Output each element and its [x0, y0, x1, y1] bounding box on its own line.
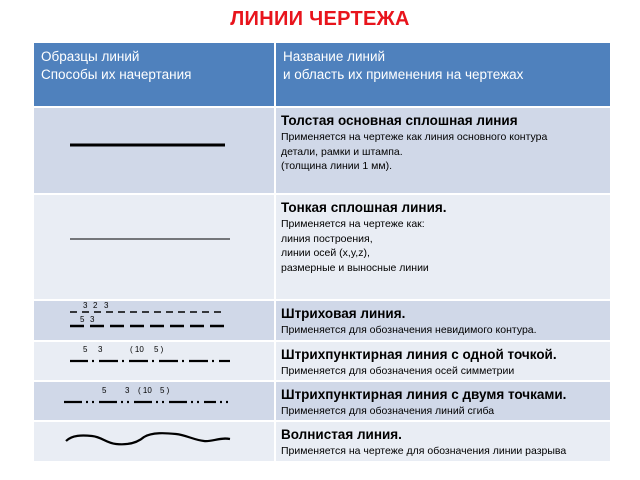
sample-cell	[34, 107, 275, 194]
thick-solid-line-sample	[34, 108, 273, 193]
wavy-line	[66, 433, 230, 444]
line-desc: размерные и выносные линии	[281, 261, 429, 274]
dim-label: 3	[90, 315, 95, 324]
header-samples-line2: Способы их начертания	[41, 67, 192, 82]
dim-label: ( 10	[138, 386, 152, 395]
page-title: ЛИНИИ ЧЕРТЕЖА	[230, 8, 410, 30]
description-cell	[275, 300, 610, 341]
line-name: Волнистая линия.	[281, 427, 402, 442]
dim-label: 3	[125, 386, 130, 395]
dim-label: 5	[83, 345, 88, 354]
line-desc: Применяется на чертеже как линия основного контура	[281, 131, 548, 143]
table-row	[34, 300, 610, 341]
line-desc: (толщина линии 1 мм).	[281, 160, 393, 172]
dim-label: 5 )	[154, 345, 164, 354]
dim-label: ( 10	[130, 345, 144, 354]
description-cell	[275, 341, 610, 381]
line-desc: Применяется на чертеже для обозначения линии разрыва	[281, 445, 567, 457]
header-names-line1: Название линий	[283, 49, 386, 64]
sample-cell	[34, 421, 275, 461]
line-desc: линии осей (x,y,z),	[281, 247, 370, 259]
line-desc: Применяется для обозначения линий сгиба	[281, 405, 495, 417]
table-header-row	[34, 43, 610, 107]
line-desc: Применяется для обозначения невидимого контура.	[281, 324, 537, 336]
thin-solid-line-sample	[34, 195, 273, 299]
line-name: Штрихпунктирная линия с одной точкой.	[281, 347, 557, 362]
sample-cell	[34, 194, 275, 300]
dim-label: 2	[93, 301, 98, 310]
sample-cell	[34, 341, 275, 381]
line-desc: Применяется на чертеже как:	[281, 218, 425, 230]
line-name: Штриховая линия.	[281, 306, 406, 321]
dashed-line-sample	[34, 301, 273, 340]
table-row	[34, 107, 610, 194]
line-name: Тонкая сплошная линия.	[281, 200, 447, 215]
header-names-line2: и область их применения на чертежах	[283, 67, 524, 82]
header-samples-line1: Образцы линий	[41, 49, 140, 64]
line-desc: детали, рамки и штампа.	[281, 145, 403, 158]
dim-label: 3	[83, 301, 88, 310]
line-types-table	[34, 43, 610, 461]
line-desc: Применяется для обозначения осей симметрии	[281, 365, 515, 377]
sample-cell	[34, 381, 275, 421]
wavy-line-sample	[34, 422, 273, 460]
header-samples	[34, 43, 275, 107]
dim-label: 3	[98, 345, 103, 354]
table-row	[34, 341, 610, 381]
table-row	[34, 421, 610, 461]
dim-label: 5	[102, 386, 107, 395]
dash-dot-line-sample	[34, 342, 273, 380]
description-cell	[275, 421, 610, 461]
table-row	[34, 381, 610, 421]
dim-label: 5	[80, 315, 85, 324]
line-desc: линия построения,	[281, 232, 373, 245]
header-names	[275, 43, 610, 107]
description-cell	[275, 194, 610, 300]
sample-cell	[34, 300, 275, 341]
dash-two-dot-line-sample	[34, 382, 273, 420]
line-name: Штрихпунктирная линия с двумя точками.	[281, 387, 567, 402]
description-cell	[275, 107, 610, 194]
dim-label: 3	[104, 301, 109, 310]
description-cell	[275, 381, 610, 421]
table-row	[34, 194, 610, 300]
line-name: Толстая основная сплошная линия	[281, 113, 518, 128]
dim-label: 5 )	[160, 386, 170, 395]
